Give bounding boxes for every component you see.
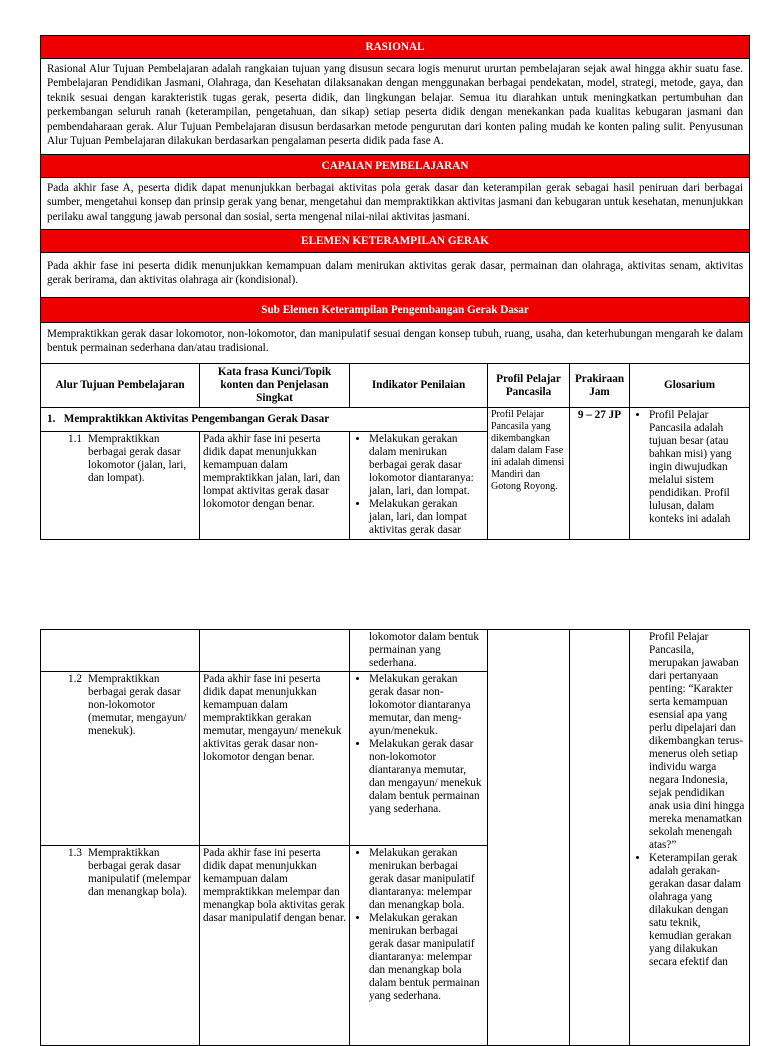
tujuan-text: Mempraktikkan berbagai gerak dasar lokomotor (jalan, lari, dan lompat). [88, 433, 187, 484]
section-1-title [41, 408, 488, 432]
rasional-heading: RASIONAL [41, 36, 750, 59]
header-atp: Alur Tujuan Pembelajaran [41, 364, 200, 408]
row-number: 1.1 [68, 433, 82, 445]
glosarium-cell-1 [630, 408, 750, 540]
sub-elemen-text: Mempraktikkan gerak dasar lokomotor, non-lokomotor, dan manipulatif sesuai dengan konsep tubuh, ruang, usaha, dan keterhubungan mengarah ke dalam bentuk permainan sederhana dan/atau tradisional. [41, 323, 750, 364]
kata-cell-1-3: Pada akhir fase ini peserta didik dapat menunjukkan kemampuan dalam mempraktikkan melempar dan menangkap bola aktivitas gerak dasar manipulatif dengan benar. [200, 846, 350, 1046]
header-profil: Profil Pelajar Pancasila [488, 364, 570, 408]
document-page-1 [40, 35, 749, 540]
row-number: 1.2 [68, 673, 82, 685]
kata-cell-1-1: Pada akhir fase ini peserta didik dapat menunjukkan kemampuan dalam mempraktikkan jalan, lari, dan lompat aktivitas gerak dasar lokomotor dengan benar. [200, 432, 350, 540]
tujuan-cell-1-2 [41, 672, 200, 846]
profil-cell-cont [488, 630, 570, 1046]
row-number: 1.3 [68, 847, 82, 859]
glosarium-continuation: Profil Pelajar Pancasila, merupakan jawaban dari pertanyaan penting: “Karakter serta kemampuan esensial apa yang perlu dipelajari dan dikembangkan terus-menerus oleh setiap individu warga negara Indonesia, sejak pendidikan anak usia dini hingga mereka menamatkan sekolah menengah atas?” [649, 631, 745, 851]
jam-cell: 9 – 27 JP [570, 408, 630, 540]
profil-cell: Profil Pelajar Pancasila yang dikembangkan dalam dalam Fase ini adalah dimensi Mandiri dan Gotong Royong. [488, 408, 570, 540]
indikator-cell-1-2 [350, 672, 488, 846]
document-page-2 [40, 629, 749, 1046]
tujuan-cell-cont [41, 630, 200, 672]
header-glosarium: Glosarium [630, 364, 750, 408]
jam-cell-cont [570, 630, 630, 1046]
indikator-cell-1-1 [350, 432, 488, 540]
capaian-text: Pada akhir fase A, peserta didik dapat menunjukkan berbagai aktivitas pola gerak dasar dan keterampilan gerak sebagai hasil peniruan dari berbagai sumber, mengetahui konsep dan prinsip gerak yang benar, mengetahui dan mempraktikkan aktivitas jasmani dan kebugaran untuk kesehatan, menunjukkan perilaku awal tanggung jawab personal dan sosial, serta mengenal nilai-nilai aktivitas jasmani. [41, 178, 750, 230]
rasional-text: Rasional Alur Tujuan Pembelajaran adalah rangkaian tujuan yang disusun secara logis menurut ururtan pembelajaran sejak awal hingga akhir suatu fase. Pembelajaran Pendidikan Jasmani, Olahraga, dan Kesehatan dilaksanakan dengan menggunakan berbagai pendekatan, model, strategi, metode, gaya, dan teknik sesuai dengan karakteristik tugas gerak, peserta didik, dan lingkungan belajar. Semua itu diarahkan untuk meningkatkan pertumbuhan dan perkembangan seluruh ranah (keterampilan, pengetahuan, dan sikap) setiap peserta didik dengan menekankan pada kualitas kebugaran jasmani dan pembendaharaan gerak. Alur Tujuan Pembelajaran disusun berdasarkan metode pengurutan dari konten paling mudah ke konten paling sulit. Penyusunan Alur Tujuan Pembelajaran dilakukan berdasarkan pengalaman peserta didik pada fase A. [41, 59, 750, 155]
indikator-cell-1-3 [350, 846, 488, 1046]
tujuan-cell-1-3 [41, 846, 200, 1046]
indikator-item: • Melakukan gerakan menirukan berbagai gerak dasar manipulatif diantaranya: melempar dan menangkap bola. [369, 847, 484, 912]
tujuan-cell-1-1 [41, 432, 200, 540]
header-jam: Prakiraan Jam [570, 364, 630, 408]
atp-table-page-1 [40, 35, 750, 540]
glosarium-item: • Profil Pelajar Pancasila adalah tujuan besar (atau bahkan misi) yang ingin diwujudkan melalui sistem pendidikan. Profil lulusan, dalam konteks ini adalah [649, 409, 746, 526]
atp-table-page-2 [40, 629, 750, 1046]
kata-cell-cont [200, 630, 350, 672]
section-1-label: Mempraktikkan Aktivitas Pengembangan Gerak Dasar [63, 413, 330, 425]
section-1-number: 1. [47, 413, 56, 425]
glosarium-cell-2 [630, 630, 750, 1046]
indikator-item: • Melakukan gerak dasar non-lokomotor diantaranya memutar, dan mengayun/ menekuk dalam bentuk permainan yang sederhana. [369, 738, 484, 816]
header-kata: Kata frasa Kunci/Topik konten dan Penjelasan Singkat [200, 364, 350, 408]
glosarium-item: • Keterampilan gerak adalah gerakan-gerakan dasar dalam olahraga yang dilakukan dengan satu teknik, kemudian gerakan yang dilakukan secara efektif dan [649, 852, 746, 969]
kata-cell-1-2: Pada akhir fase ini peserta didik dapat menunjukkan kemampuan dalam mempraktikkan gerakan memutar, mengayun/ menekuk aktivitas gerak dasar non-lokomotor dengan benar. [200, 672, 350, 846]
indikator-item: • Melakukan gerakan gerak dasar non-lokomotor diantaranya memutar, dan meng-ayun/menekuk. [369, 673, 484, 738]
capaian-heading: CAPAIAN PEMBELAJARAN [41, 155, 750, 178]
tujuan-text: Mempraktikkan berbagai gerak dasar non-lokomotor (memutar, mengayun/ menekuk). [88, 673, 187, 737]
indikator-cell-cont: lokomotor dalam bentuk permainan yang sederhana. [350, 630, 488, 672]
indikator-item: • Melakukan gerakan menirukan berbagai gerak dasar manipulatif diantaranya: melempar dan menangkap bola dalam bentuk permainan yang sederhana. [369, 912, 484, 1003]
elemen-heading: ELEMEN KETERAMPILAN GERAK [41, 230, 750, 253]
sub-elemen-heading: Sub Elemen Keterampilan Pengembangan Gerak Dasar [41, 298, 750, 323]
elemen-text: Pada akhir fase ini peserta didik menunjukkan kemampuan dalam menirukan aktivitas gerak dasar, permainan dan olahraga, aktivitas senam, aktivitas gerak berirama, dan aktivitas olahraga air (kondisional). [41, 253, 750, 298]
indikator-item: • Melakukan gerakan jalan, lari, dan lompat aktivitas gerak dasar [369, 498, 484, 537]
indikator-item: • Melakukan gerakan dalam menirukan berbagai gerak dasar lokomotor diantaranya: jalan, lari, dan lompat. [369, 433, 484, 498]
tujuan-text: Mempraktikkan berbagai gerak dasar manipulatif (melempar dan menangkap bola). [88, 847, 191, 898]
header-indikator: Indikator Penilaian [350, 364, 488, 408]
